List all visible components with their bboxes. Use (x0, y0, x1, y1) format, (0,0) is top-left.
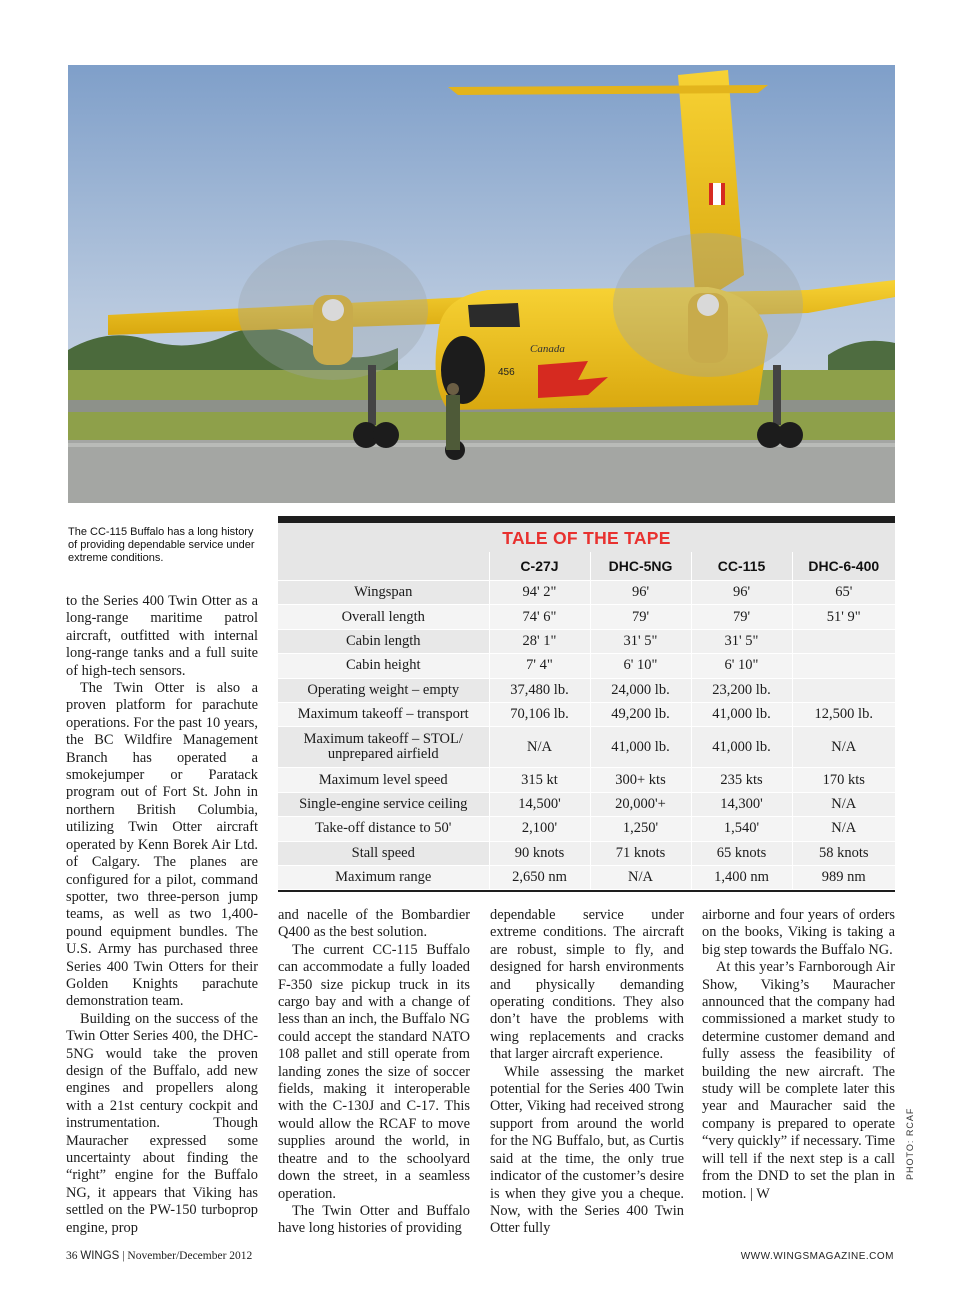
table-cell: 74' 6" (489, 605, 590, 629)
row-label: Single-engine service ceiling (278, 792, 489, 816)
table-cell (792, 678, 895, 702)
table-cell: 12,500 lb. (792, 702, 895, 726)
table-row (278, 581, 895, 605)
table-title: TALE OF THE TAPE (278, 523, 895, 552)
table-cell: 2,100' (489, 817, 590, 841)
table-cell: 6' 10" (691, 654, 792, 678)
paragraph: The Twin Otter and Buffalo have long histories of providing (278, 1202, 470, 1237)
table-cell: N/A (489, 727, 590, 768)
table-cell: 96' (590, 581, 691, 605)
paragraph: At this year’s Farnborough Air Show, Viking’s Mauracher announced that the company had commissioned a market study to determine customer demand and fully assess the feasibility of building the new aircraft. The study will be complete later this year and Mauracher said the company is prepared to operate “very quickly” if necessary. Time will tell if the next step is a call from the DND to set the plan in motion. | W (702, 959, 895, 1202)
row-label: Stall speed (278, 841, 489, 865)
table-row (278, 865, 895, 889)
table-row (278, 817, 895, 841)
row-label: Maximum level speed (278, 768, 489, 792)
table-cell: 37,480 lb. (489, 678, 590, 702)
tail-number: 456 (498, 367, 515, 378)
row-label-line: unprepared airfield (327, 746, 439, 763)
row-label: Maximum takeoff – transport (278, 702, 489, 726)
table-header: CC-115 (691, 552, 792, 581)
row-label: Maximum range (278, 865, 489, 889)
paragraph: dependable service under extreme conditions. The aircraft are robust, simple to fly, and designed for harsh environments and physically demanding operating conditions. They also don’t have the problems with wing replacements and cracks that larger aircraft experience. (490, 907, 684, 1063)
table-row (278, 654, 895, 678)
row-label: Wingspan (278, 581, 489, 605)
table-cell: 71 knots (590, 841, 691, 865)
article-column-4 (702, 907, 895, 1203)
table-cell: 1,540' (691, 817, 792, 841)
article-column-1 (66, 593, 258, 1237)
table-row (278, 605, 895, 629)
table-header: DHC-5NG (590, 552, 691, 581)
table-cell: 23,200 lb. (691, 678, 792, 702)
website-link[interactable]: WWW.WINGSMAGAZINE.COM (740, 1251, 894, 1262)
row-label: Take-off distance to 50' (278, 817, 489, 841)
photo-caption: The CC-115 Buffalo has a long history of providing dependable service under extreme conditions. (68, 526, 255, 564)
table-row (278, 678, 895, 702)
table-cell: 94' 2" (489, 581, 590, 605)
table-cell: 65 knots (691, 841, 792, 865)
comparison-table (278, 516, 895, 892)
row-label: Cabin length (278, 629, 489, 653)
paragraph: The Twin Otter is also a proven platform for parachute operations. For the past 10 years, the BC Wildfire Management Branch has operated a smokejumper or Paratack program out of Fort St. John in northern British Columbia, utilizing Twin Otter aircraft operated by Kenn Borek Air Ltd. of Calgary. The planes are configured for a pilot, command spotter, two three-person jump teams, as well as two 1,400-pound equipment bundles. The U.S. Army has purchased three Series 400 Twin Otters for their Golden Knights parachute demonstration team. (66, 680, 258, 1010)
table-bottom-rule (278, 890, 895, 892)
table-cell: 235 kts (691, 768, 792, 792)
table-cell: 49,200 lb. (590, 702, 691, 726)
table-cell: 51' 9" (792, 605, 895, 629)
table-cell: 90 knots (489, 841, 590, 865)
table-cell: 65' (792, 581, 895, 605)
row-label: Operating weight – empty (278, 678, 489, 702)
table-cell: 41,000 lb. (691, 702, 792, 726)
aircraft-photo (68, 65, 895, 503)
paragraph: Building on the success of the Twin Otter Series 400, the DHC-5NG would take the proven design of the Buffalo, add new engines and propellers along with a 21st century cockpit and instrumentation. Though Mauracher expressed some uncertainty about finding the “right” engine for the Buffalo NG, it appears that Viking has settled on the PW-150 turboprop engine, prop (66, 1010, 258, 1236)
table-top-rule (278, 516, 895, 523)
table-cell: 96' (691, 581, 792, 605)
table-cell: 170 kts (792, 768, 895, 792)
paragraph: to the Series 400 Twin Otter as a long-range maritime patrol aircraft, outfitted with internal long-range tanks and a full suite of high-tech sensors. (66, 593, 258, 679)
table-header: C-27J (489, 552, 590, 581)
table-cell: 79' (691, 605, 792, 629)
table-cell: 1,400 nm (691, 865, 792, 889)
row-label-line: Maximum takeoff – STOL/ (303, 731, 463, 748)
table-cell: 6' 10" (590, 654, 691, 678)
paragraph: airborne and four years of orders on the books, Viking is taking a big step towards the Buffalo NG. (702, 907, 895, 958)
table-cell: 31' 5" (691, 629, 792, 653)
table-cell: 2,650 nm (489, 865, 590, 889)
issue-date: November/December 2012 (127, 1250, 253, 1262)
table-row (278, 702, 895, 726)
table-cell: N/A (792, 727, 895, 768)
table-cell: 41,000 lb. (691, 727, 792, 768)
table-cell: 300+ kts (590, 768, 691, 792)
table-cell: 58 knots (792, 841, 895, 865)
table-row (278, 629, 895, 653)
table-cell: N/A (792, 817, 895, 841)
magazine-name: WINGS (80, 1250, 120, 1262)
table-cell: 7' 4" (489, 654, 590, 678)
table-header: DHC-6-400 (792, 552, 895, 581)
table-cell: 14,300' (691, 792, 792, 816)
table-cell: 14,500' (489, 792, 590, 816)
paragraph: and nacelle of the Bombardier Q400 as the best solution. (278, 907, 470, 941)
table-cell: 41,000 lb. (590, 727, 691, 768)
table-cell: 989 nm (792, 865, 895, 889)
table-row (278, 841, 895, 865)
footer-folio (66, 1250, 252, 1262)
table-cell: 70,106 lb. (489, 702, 590, 726)
article-column-2 (278, 907, 470, 1238)
table-header-blank (278, 552, 489, 581)
row-label (278, 727, 489, 768)
table-row (278, 792, 895, 816)
table-cell: N/A (590, 865, 691, 889)
photo-credit: PHOTO: RCAF (905, 1107, 915, 1180)
fuselage-text: Canada (530, 343, 565, 355)
table-cell: 24,000 lb. (590, 678, 691, 702)
article-column-3 (490, 907, 684, 1238)
table-cell: 315 kt (489, 768, 590, 792)
table-cell: N/A (792, 792, 895, 816)
table-cell (792, 654, 895, 678)
row-label: Overall length (278, 605, 489, 629)
folio-separator: | (122, 1250, 125, 1262)
table-cell: 31' 5" (590, 629, 691, 653)
table-row (278, 768, 895, 792)
page-number: 36 (66, 1250, 78, 1262)
paragraph: The current CC-115 Buffalo can accommodate a fully loaded F-350 size pickup truck in its cargo bay and with a change of less than an inch, the Buffalo NG could accept the standard NATO 108 pallet and still operate from landing zones the size of soccer fields, making it interoperable with the C-130J and C-17. This would allow the RCAF to move supplies around the world, in theatre and to the schoolyard down the street, in a seamless operation. (278, 941, 470, 1202)
row-label: Cabin height (278, 654, 489, 678)
table-cell (792, 629, 895, 653)
paragraph: While assessing the market potential for the Series 400 Twin Otter, Viking had received strong support from around the world for the NG Buffalo, but, as Curtis said at the time, the only true indicator of the customer’s desire is when they give you a cheque. Now, with the Series 400 Twin Otter fully (490, 1063, 684, 1237)
table-cell: 79' (590, 605, 691, 629)
table-cell: 28' 1" (489, 629, 590, 653)
table-cell: 20,000'+ (590, 792, 691, 816)
table-row (278, 727, 895, 768)
table-cell: 1,250' (590, 817, 691, 841)
